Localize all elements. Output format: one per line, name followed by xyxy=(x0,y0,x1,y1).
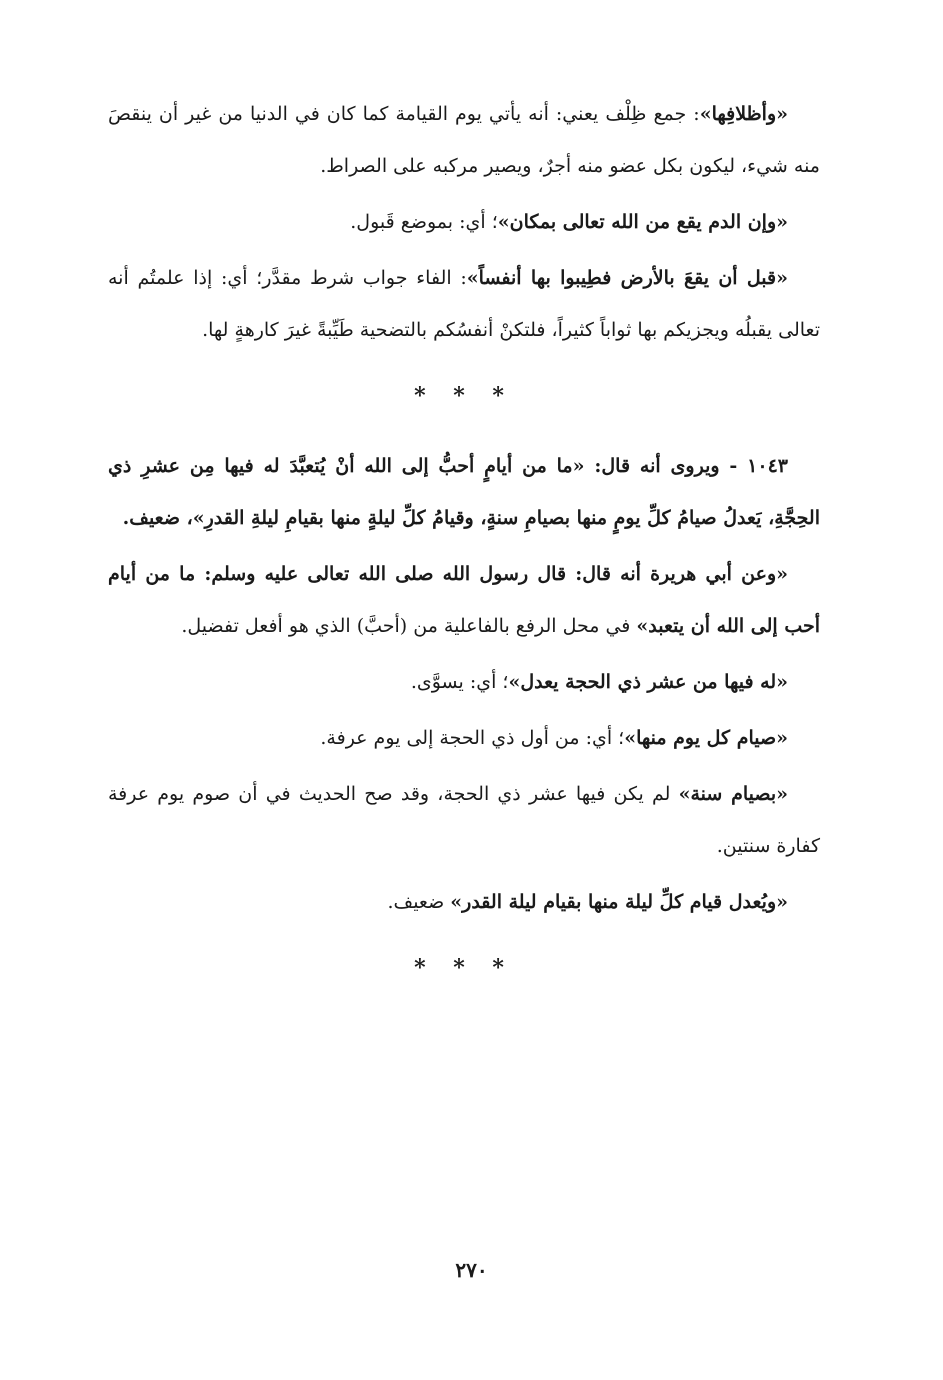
bold-term: «وإن الدم يقع من الله تعالى بمكان» xyxy=(497,211,788,233)
paragraph-dam xyxy=(108,196,820,248)
bold-term: «صيام كل يوم منها» xyxy=(624,727,788,749)
commentary-text: ؛ أي: يسوَّى. xyxy=(410,671,509,693)
bold-term: «قبل أن يقعَ بالأرض فطِيبوا بها أنفساً» xyxy=(466,267,788,289)
commentary-text: : الفاء جواب شرط مقدَّر؛ أي: إذا علمتُم أنه تعالى يقبلُه ويجزيكم بها ثواباً كثيراً، فلتكنْ أنفسُكم بالتضحية طَيِّبةً غيرَ كارهةٍ لها. xyxy=(108,267,820,341)
commentary-text: في محل الرفع بالفاعلية من (أحبَّ) الذي هو أفعل تفضيل. xyxy=(181,615,637,637)
hadith-text: ١٠٤٣ - ويروى أنه قال: «ما من أيامٍ أحبُّ إلى الله أنْ يُتعبَّدَ له فيها مِن عشرِ ذي الحِجَّةِ، يَعدلُ صيامُ كلِّ يومٍ منها بصيامِ سنةٍ، وقيامُ كلِّ ليلةٍ منها بقيامِ ليلةِ القدرِ»، ضعيف. xyxy=(108,455,820,529)
bold-term: «له فيها من عشر ذي الحجة يعدل» xyxy=(508,671,788,693)
paragraph-bisiyam-sana xyxy=(108,768,820,872)
section-separator: * * * xyxy=(414,383,514,409)
hadith-1043 xyxy=(108,440,820,544)
commentary-text: ؛ أي: بموضع قَبول. xyxy=(350,211,498,233)
section-separator: * * * xyxy=(414,955,514,981)
commentary-text: لم يكن فيها عشر ذي الحجة، وقد صح الحديث في أن صوم يوم عرفة كفارة سنتين. xyxy=(108,783,820,857)
page-body xyxy=(108,88,820,1328)
bold-term: «وعن أبي هريرة أنه قال: قال رسول الله صلى الله تعالى عليه وسلم: ما من أيام أحب إلى الله أن يتعبد» xyxy=(108,563,820,637)
page-number: ٢٧٠ xyxy=(455,1258,488,1282)
bold-term: «وأظلافِها» xyxy=(699,103,788,125)
paragraph-azlafiha xyxy=(108,88,820,192)
paragraph-abi-hurayra xyxy=(108,548,820,652)
paragraph-yadil xyxy=(108,656,820,708)
bold-term: «بصيام سنة» xyxy=(678,783,788,805)
paragraph-qabla xyxy=(108,252,820,356)
bold-term: «ويُعدل قيام كلِّ ليلة منها بقيام ليلة القدر» xyxy=(450,891,788,913)
commentary-text: ضعيف. xyxy=(387,891,451,913)
paragraph-siyam xyxy=(108,712,820,764)
paragraph-qiyam xyxy=(108,876,820,928)
commentary-text: ؛ أي: من أول ذي الحجة إلى يوم عرفة. xyxy=(320,727,625,749)
commentary-text: : جمع ظِلْف يعني: أنه يأتي يوم القيامة كما كان في الدنيا من غير أن ينقصَ منه شيء، ليكون بكل عضو منه أجرٌ، ويصير مركبه على الصراط. xyxy=(108,103,820,177)
